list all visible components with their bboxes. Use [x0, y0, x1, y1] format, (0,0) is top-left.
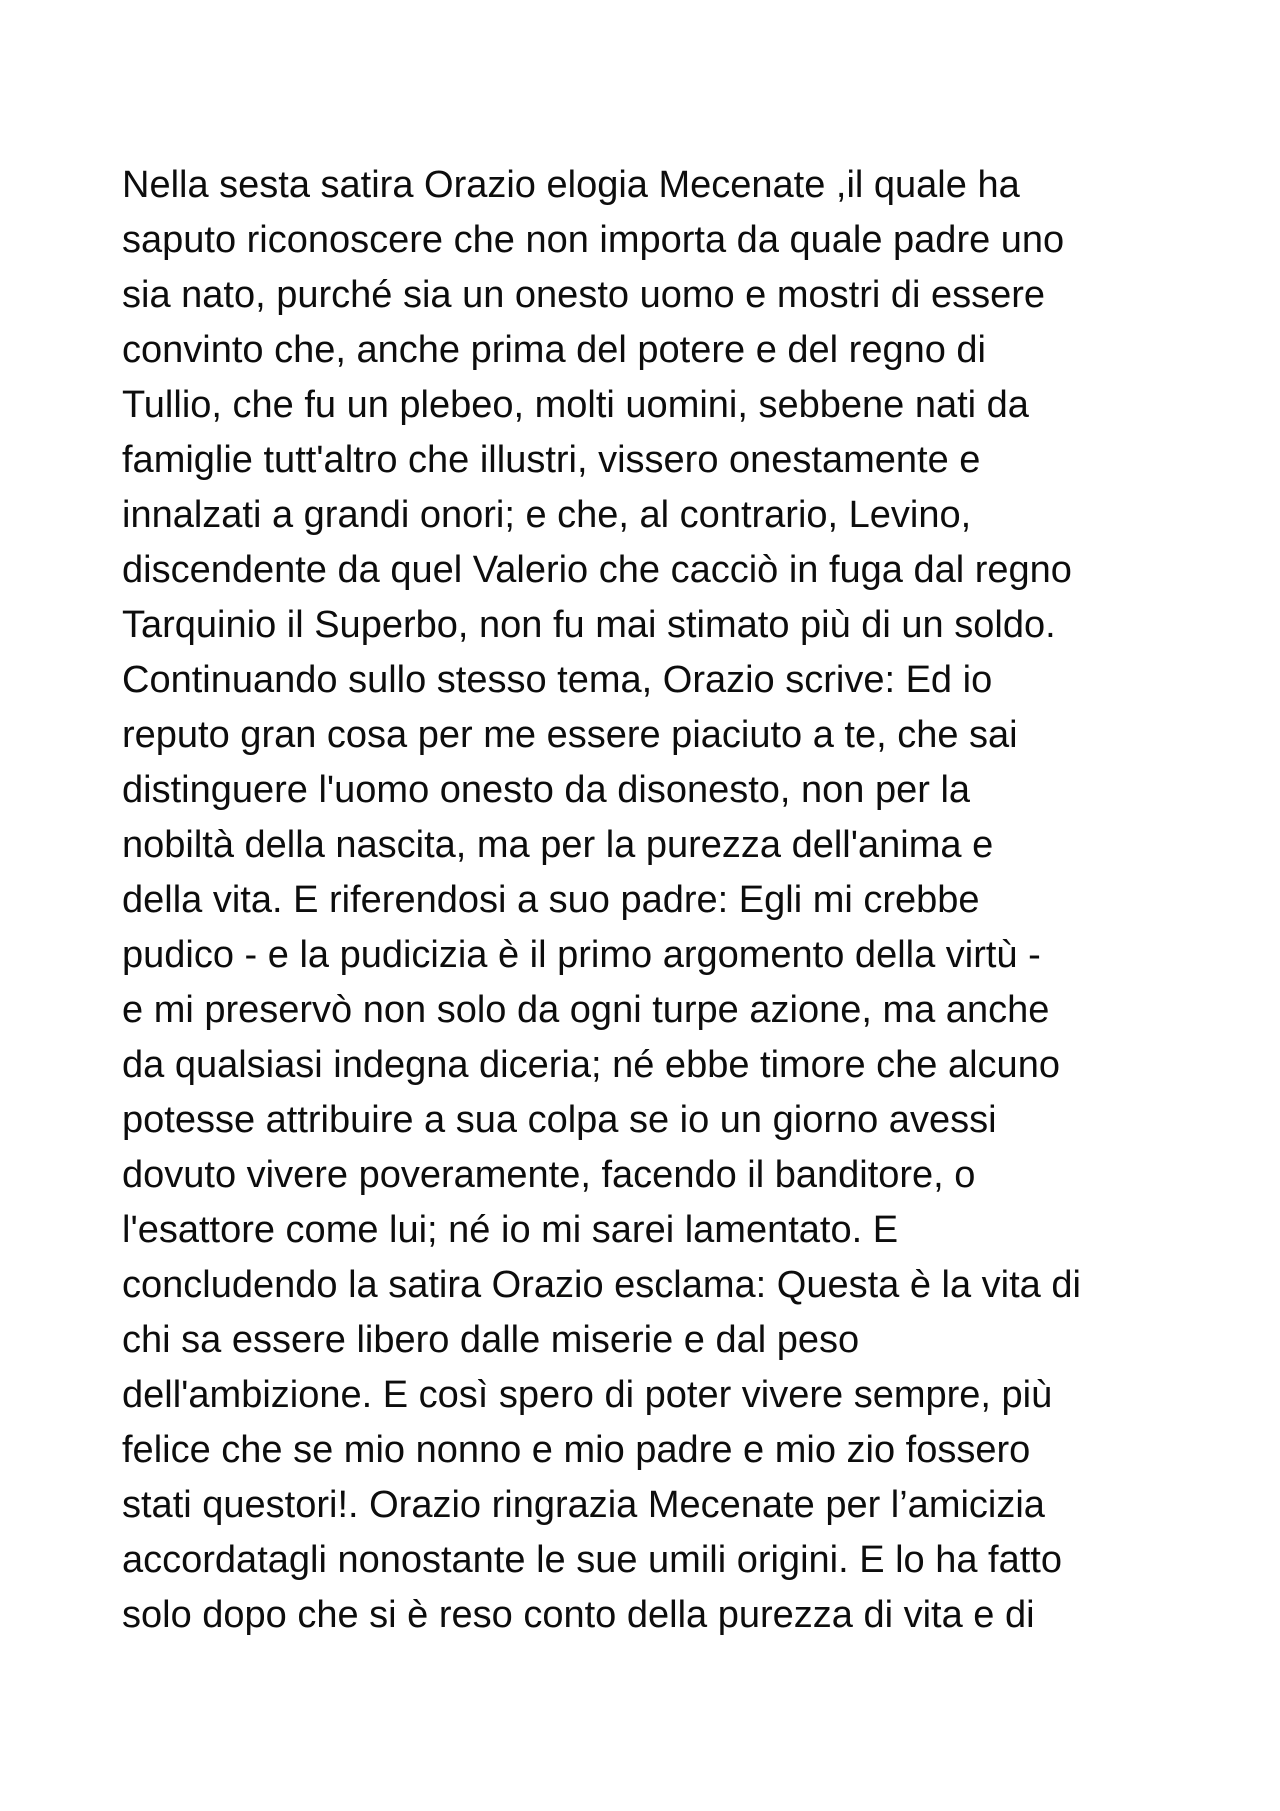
text-line-19: dovuto vivere poveramente, facendo il banditore, o: [122, 1154, 976, 1196]
text-line-18: potesse attribuire a sua colpa se io un giorno avessi: [122, 1099, 997, 1141]
text-line-4: convinto che, anche prima del potere e del regno di: [122, 329, 986, 371]
text-line-27: solo dopo che si è reso conto della purezza di vita e di: [122, 1594, 1035, 1636]
text-line-26: accordatagli nonostante le sue umili origini. E lo ha fatto: [122, 1539, 1062, 1581]
text-line-14: della vita. E riferendosi a suo padre: Egli mi crebbe: [122, 879, 980, 921]
text-line-16: e mi preservò non solo da ogni turpe azione, ma anche: [122, 989, 1050, 1031]
text-line-20: l'esattore come lui; né io mi sarei lamentato. E: [122, 1209, 899, 1251]
text-line-24: felice che se mio nonno e mio padre e mio zio fossero: [122, 1429, 1031, 1471]
text-line-11: reputo gran cosa per me essere piaciuto a te, che sai: [122, 714, 1018, 756]
text-line-25: stati questori!. Orazio ringrazia Mecenate per l’amicizia: [122, 1484, 1045, 1526]
text-line-23: dell'ambizione. E così spero di poter vivere sempre, più: [122, 1374, 1053, 1416]
text-line-13: nobiltà della nascita, ma per la purezza dell'anima e: [122, 824, 994, 866]
text-line-2: saputo riconoscere che non importa da quale padre uno: [122, 219, 1065, 261]
text-line-6: famiglie tutt'altro che illustri, vissero onestamente e: [122, 439, 981, 481]
text-line-21: concludendo la satira Orazio esclama: Questa è la vita di: [122, 1264, 1081, 1306]
text-line-12: distinguere l'uomo onesto da disonesto, non per la: [122, 769, 971, 811]
text-line-8: discendente da quel Valerio che cacciò in fuga dal regno: [122, 549, 1072, 591]
text-line-15: pudico - e la pudicizia è il primo argomento della virtù -: [122, 934, 1041, 976]
text-line-1: Nella sesta satira Orazio elogia Mecenate ,il quale ha: [122, 164, 1020, 206]
text-line-10: Continuando sullo stesso tema, Orazio scrive: Ed io: [122, 659, 993, 701]
text-line-3: sia nato, purché sia un onesto uomo e mostri di essere: [122, 274, 1046, 316]
text-line-7: innalzati a grandi onori; e che, al contrario, Levino,: [122, 494, 972, 536]
text-line-17: da qualsiasi indegna diceria; né ebbe timore che alcuno: [122, 1044, 1060, 1086]
body-paragraph: [122, 158, 1202, 1643]
text-line-9: Tarquinio il Superbo, non fu mai stimato più di un soldo.: [122, 604, 1056, 646]
text-line-5: Tullio, che fu un plebeo, molti uomini, sebbene nati da: [122, 384, 1029, 426]
text-line-22: chi sa essere libero dalle miserie e dal peso: [122, 1319, 860, 1361]
